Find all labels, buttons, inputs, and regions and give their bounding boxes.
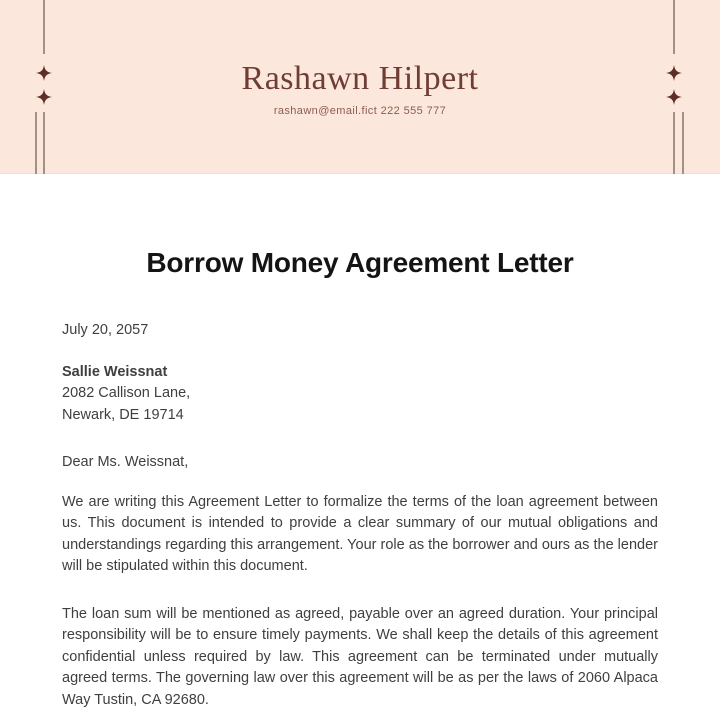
salutation: Dear Ms. Weissnat, [62,454,189,470]
left-top-vertical-rule [43,0,45,54]
recipient-name: Sallie Weissnat [62,363,168,380]
four-point-star-icon [666,65,682,81]
letter-date: July 20, 2057 [62,322,149,338]
left-bottom-inner-vertical-rule [43,112,45,174]
body-paragraph-2: The loan sum will be mentioned as agreed, payable over an agreed duration. Your principal responsibility will be to ensure timely payments. We shall keep the details of this agreement confidential unless required by law. This agreement can be terminated under mutually agreed terms. The governing law over this agreement will be as per the laws of 2060 Alpaca Way Tustin, CA 92680. [62,605,658,708]
four-point-star-icon [666,89,682,105]
letter-body [0,174,720,711]
recipient-address-line-2: Newark, DE 19714 [62,406,184,423]
sender-contact: rashawn@email.fict 222 555 777 [273,105,447,118]
right-bottom-outer-vertical-rule [682,112,684,174]
recipient-block [62,362,658,427]
left-bottom-outer-vertical-rule [35,112,37,174]
document-title: Borrow Money Agreement Letter [146,247,574,278]
recipient-address-line-1: 2082 Callison Lane, [62,385,191,401]
right-top-vertical-rule [673,0,675,54]
four-point-star-icon [36,65,52,81]
four-point-star-icon [36,89,52,105]
letterhead [0,0,720,174]
sender-name: Rashawn Hilpert [241,60,479,97]
body-paragraph-1: We are writing this Agreement Letter to formalize the terms of the loan agreement between us. This document is intended to provide a clear summary of our mutual obligations and understandings regarding this arrangement. Your role as the borrower and ours as the lender will be stipulated within this document. [62,493,658,574]
right-bottom-inner-vertical-rule [673,112,675,174]
